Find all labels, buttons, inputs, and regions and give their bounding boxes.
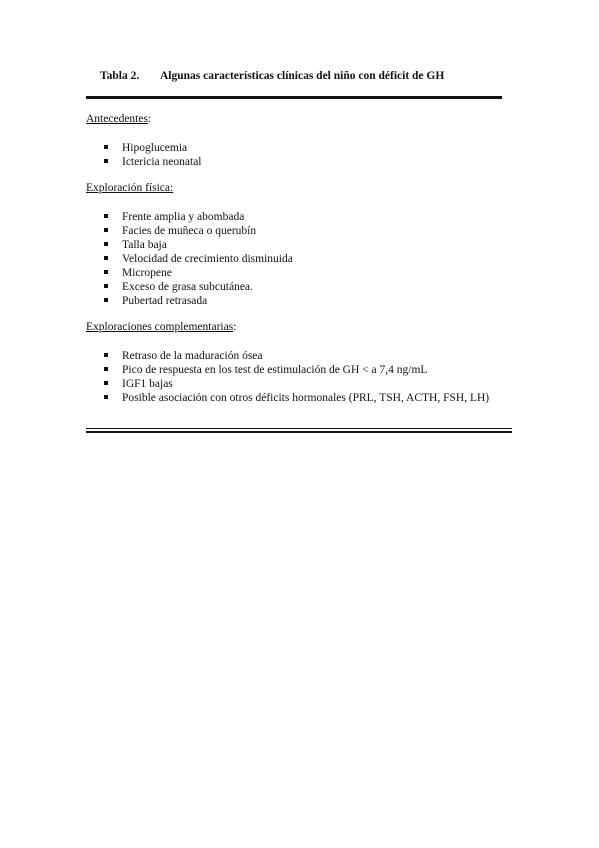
complementarias-colon: : (233, 321, 237, 333)
list-item: IGF1 bajas (104, 377, 489, 391)
list-item: Exceso de grasa subcutánea. (104, 280, 293, 294)
bottom-rule-thick (86, 431, 512, 433)
antecedentes-label: Antecedentes (86, 113, 148, 125)
list-item: Talla baja (104, 238, 293, 252)
list-item: Frente amplia y abombada (104, 210, 293, 224)
list-item: Ictericia neonatal (104, 155, 202, 169)
exploracion-list (104, 210, 293, 308)
bottom-rule (86, 428, 512, 429)
section-heading-complementarias (86, 321, 236, 333)
table-caption: Algunas características clínicas del niño con déficit de GH (160, 70, 445, 82)
exploracion-label: Exploración física: (86, 182, 174, 194)
table-title (100, 70, 444, 82)
list-item: Posible asociación con otros déficits hormonales (PRL, TSH, ACTH, FSH, LH) (104, 391, 489, 405)
list-item: Retraso de la maduración ósea (104, 349, 489, 363)
section-heading-antecedentes (86, 113, 151, 125)
antecedentes-colon: : (147, 113, 152, 125)
list-item: Velocidad de crecimiento disminuida (104, 252, 293, 266)
list-item: Pubertad retrasada (104, 294, 293, 308)
table-number: Tabla 2. (100, 70, 140, 82)
complementarias-label: Exploraciones complementarias (86, 321, 234, 333)
list-item: Pico de respuesta en los test de estimulación de GH < a 7,4 ng/mL (104, 363, 489, 377)
complementarias-list (104, 349, 489, 405)
section-heading-exploracion (86, 182, 173, 194)
antecedentes-list (104, 141, 202, 169)
list-item: Hipoglucemia (104, 141, 202, 155)
top-rule (86, 96, 502, 99)
list-item: Facies de muñeca o querubín (104, 224, 293, 238)
list-item: Micropene (104, 266, 293, 280)
